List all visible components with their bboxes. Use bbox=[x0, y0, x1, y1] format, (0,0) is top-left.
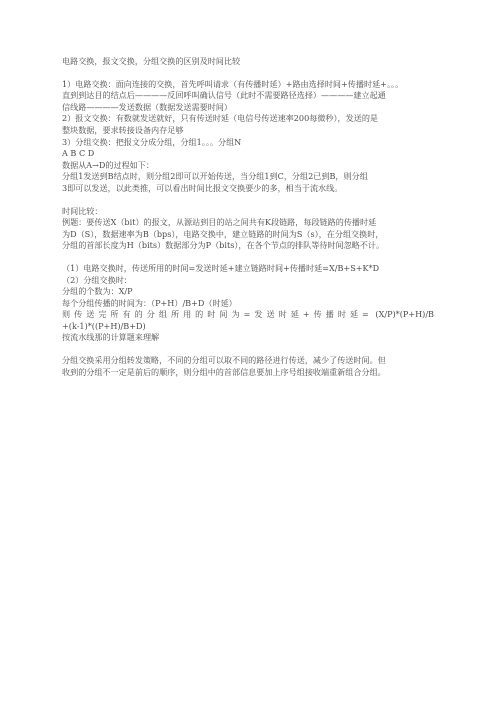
spacer bbox=[62, 252, 434, 263]
packet-count-line: 分组的个数为：X/P bbox=[62, 286, 133, 297]
document-page bbox=[62, 56, 434, 378]
pipeline-line-2: 3即可以发送，以此类推，可以看出时间比报文交换要少的多，相当于流水线。 bbox=[62, 182, 343, 193]
total-time-line-2: +(k-1)*((P+H)/B+D) bbox=[62, 320, 146, 331]
spacer bbox=[62, 195, 434, 206]
circuit-time-formula: （1）电路交换时，传送所用的时间=发送时延+建立链路时间+传播时延=X/B+S+K*D bbox=[62, 262, 380, 273]
packet-switching-line-1: 3）分组交换：把报文分成分组，分组1。。。分组N bbox=[62, 136, 242, 147]
summary-line-2: 收到的分组不一定是前后的顺序，则分组中的首部信息要加上序号组接收端重新组合分组。 bbox=[62, 366, 386, 377]
summary-line-1: 分组交换采用分组转发策略，不同的分组可以取不同的路径进行传送，减少了传送时间。但 bbox=[62, 355, 386, 366]
message-switching-line-1: 2）报文交换：有数就发送就好，只有传送时延（电信号传送速率200每微秒），发送的是 bbox=[62, 113, 379, 124]
packet-time-heading: （2）分组交换时： bbox=[62, 274, 132, 285]
message-switching-line-2: 整块数据，要求转接设备内存足够 bbox=[62, 124, 184, 135]
example-line-2: 为D（S），数据速率为B（bps），电路交换中，建立链路的时间为S（s），在分组交换时， bbox=[62, 228, 384, 239]
spacer bbox=[62, 344, 434, 355]
example-line-3: 分组的首部长度为H（bits）数据部分为P（bits），在各个节点的排队等待时间忽略不计。 bbox=[62, 240, 385, 251]
example-line-1: 例题：要传送X（bit）的报文，从源站到目的站之间共有K段链路，每段链路的传播时延 bbox=[62, 217, 377, 228]
total-time-line-1: 则传送完所有的分组所用的时间为=发送时延+传播时延= (X/P)*(P+H)/B bbox=[62, 309, 434, 320]
node-list: A B C D bbox=[62, 148, 95, 159]
document-title: 电路交换，报文交换，分组交换的区别及时间比较 bbox=[62, 56, 241, 66]
per-packet-time-line: 每个分组传播的时间为：（P+H）/B+D（时延） bbox=[62, 297, 237, 308]
time-comparison-heading: 时间比较： bbox=[62, 205, 103, 216]
spacer bbox=[62, 68, 434, 79]
circuit-switching-line-1: 1）电路交换：面向连接的交换，首先呼叫请求（有传播时延）+路由选择时间+传播时延+。。。 bbox=[62, 78, 404, 89]
pipeline-line-1: 分组1发送到B结点时，则分组2即可以开始传送，当分组1到C，分组2已到B，则分组 bbox=[62, 171, 368, 182]
pipeline-note: 按流水线那的计算题来理解 bbox=[62, 332, 160, 343]
circuit-switching-line-2: 直到到达目的结点后————反回呼叫确认信号（此时不需要路径选择）————建立起通 bbox=[62, 90, 386, 101]
process-label: 数据从A→D的过程如下： bbox=[62, 159, 154, 170]
circuit-switching-line-3: 信线路————发送数据（数据发送需要时间） bbox=[62, 101, 232, 112]
